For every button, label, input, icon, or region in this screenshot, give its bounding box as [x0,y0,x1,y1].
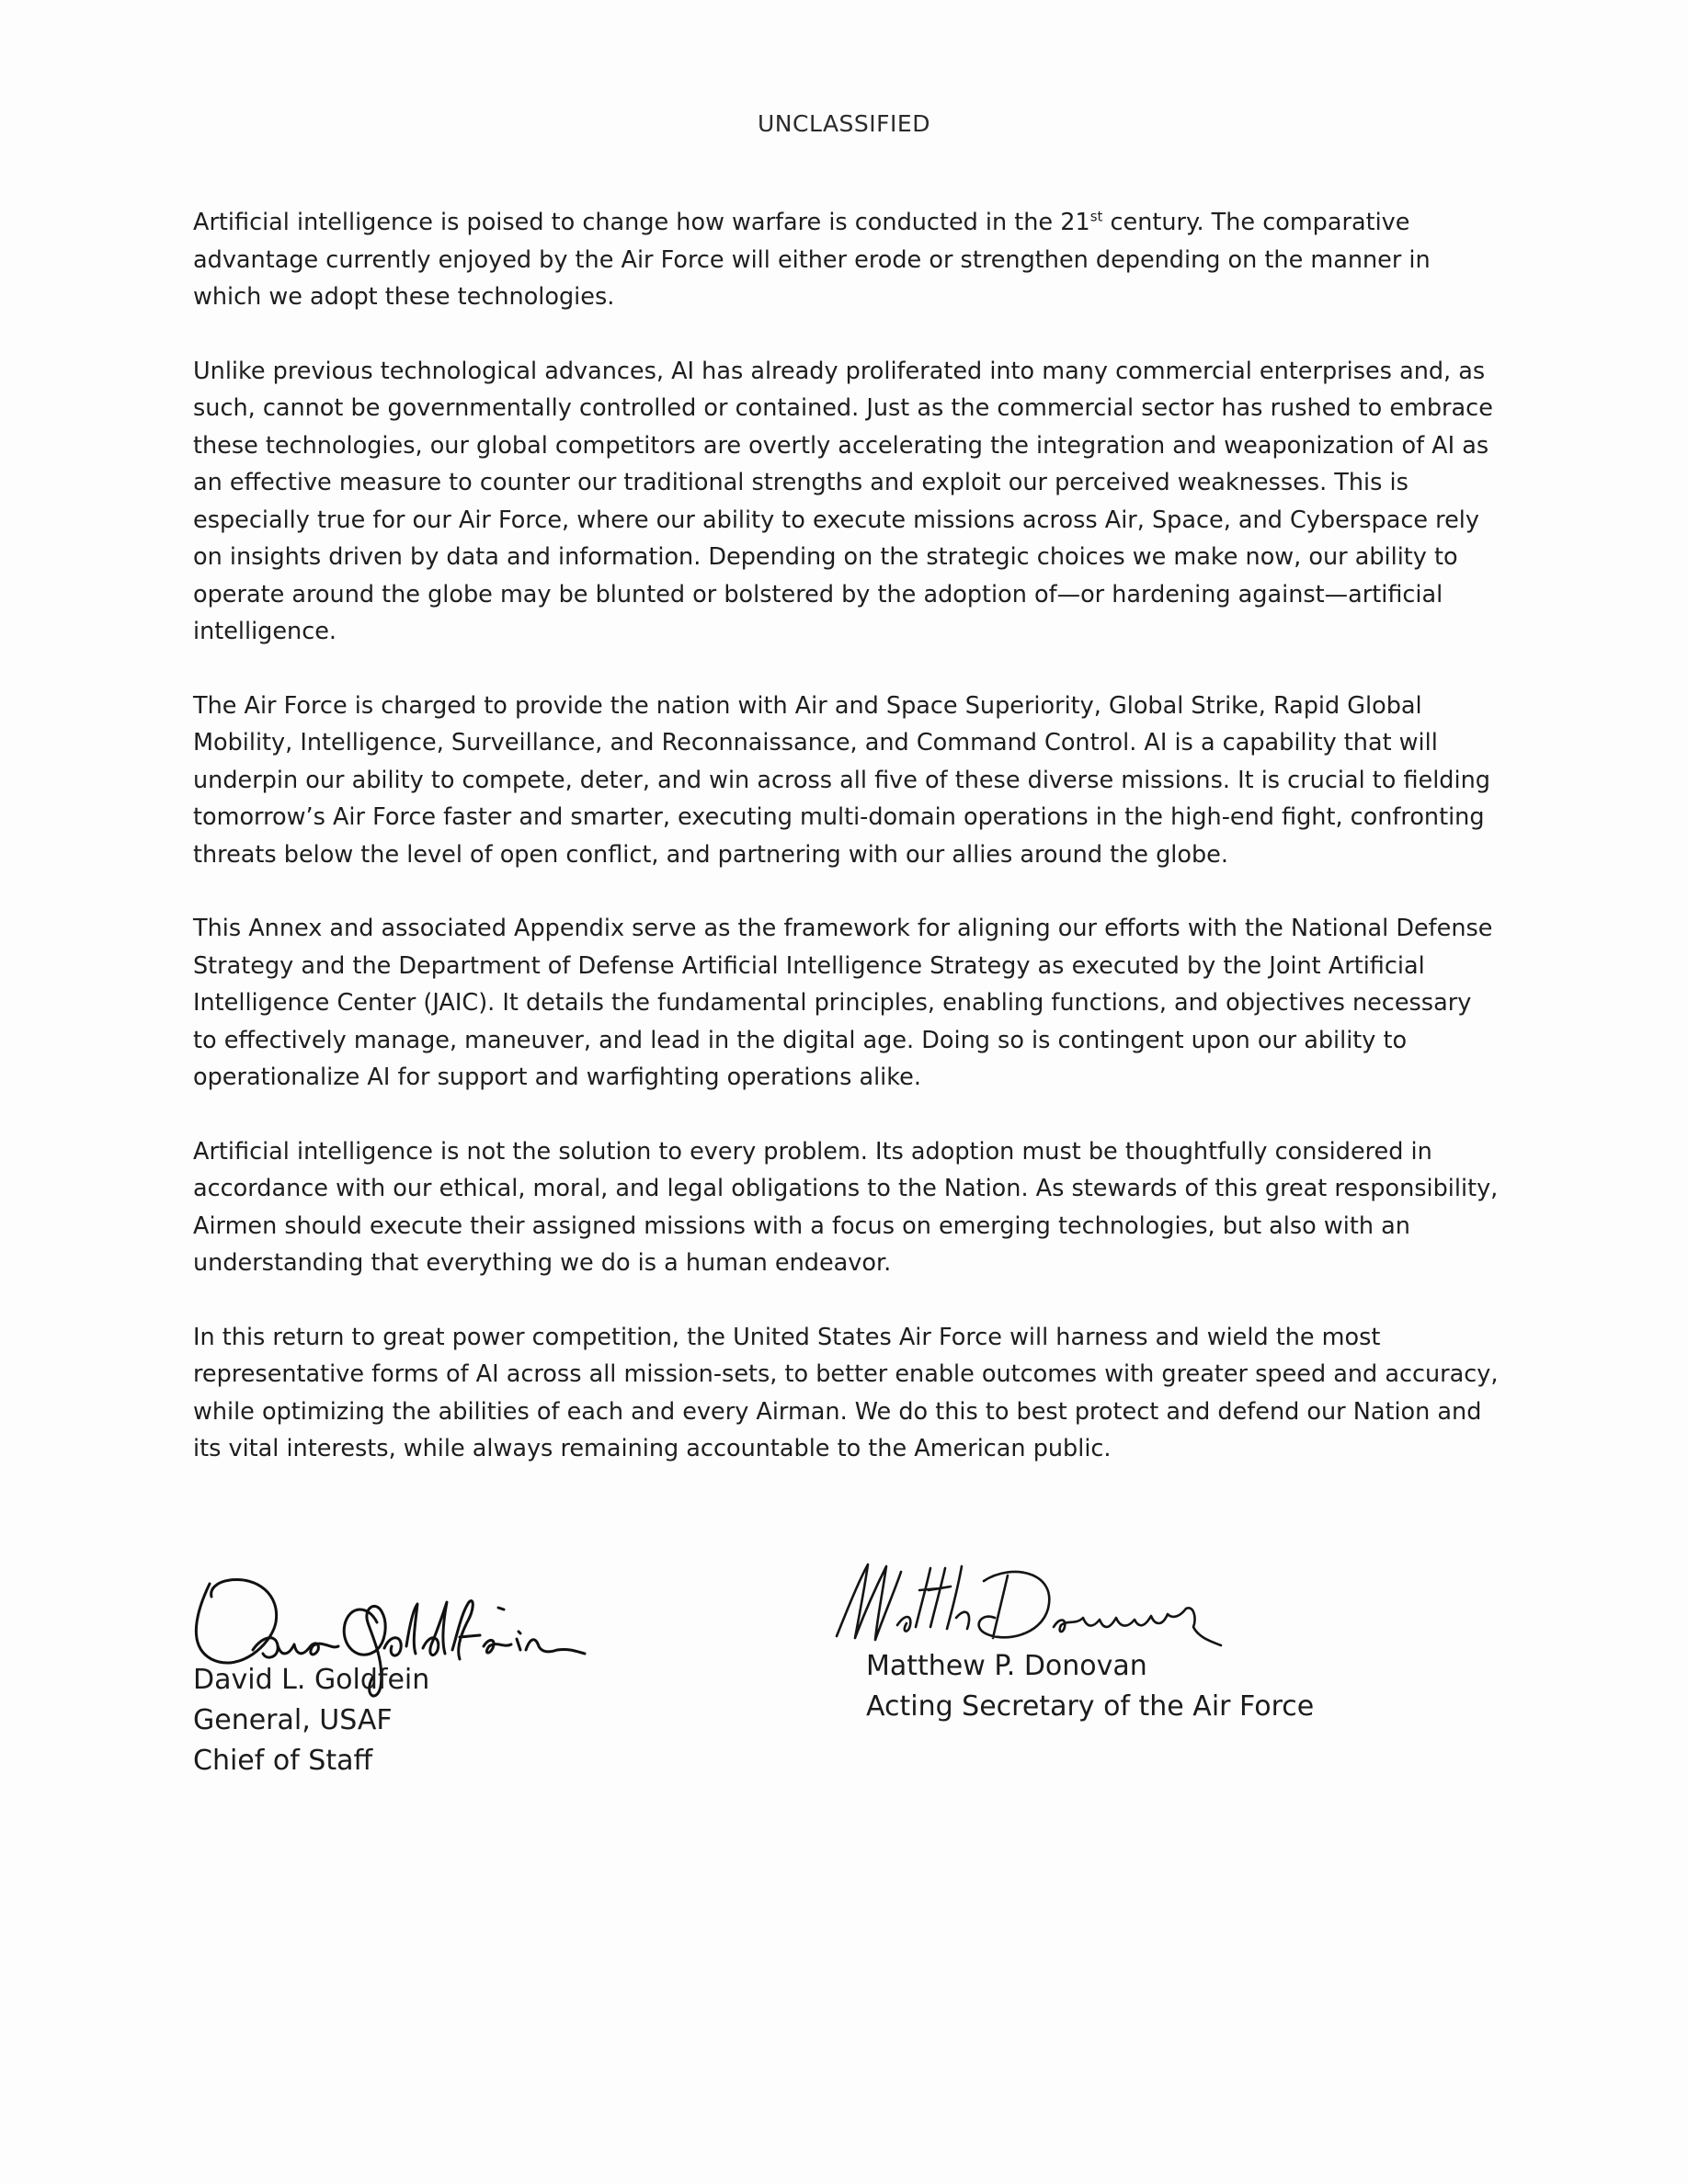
signatory-left [193,1660,429,1781]
paragraph-1 [193,204,1499,316]
paragraph-1-text-start: Artificial intelligence is poised to change how warfare is conducted in the 21 [193,209,1090,236]
signatory-right [866,1646,1314,1727]
signatory-rank: General, USAF [193,1704,393,1736]
signatory-name: David L. Goldfein [193,1664,430,1696]
paragraph-1-text-end: century. The comparative advantage currently enjoyed by the Air Force will either erode or strengthen depending on the manner in which we adopt these technologies. [193,209,1431,311]
ordinal-suffix: st [1089,208,1103,225]
signature-block-left [193,1558,708,1797]
paragraph-3: The Air Force is charged to provide the nation with Air and Space Superiority, Global Strike, Rapid Global Mobility, Intelligence, Surveillance, and Reconnaissance, and Command Control. AI is a capability that will underpin our ability to compete, deter, and win across all five of these diverse missions. It is crucial to fielding tomorrow’s Air Force faster and smarter, executing multi-domain operations in the high-end fight, confronting threats below the level of open conflict, and partnering with our allies around the globe. [193,691,1490,869]
paragraph-2: Unlike previous technological advances, AI has already proliferated into many commercial enterprises and, as such, cannot be governmentally controlled or contained. Just as the commercial sector has rushed to embrace these technologies, our global competitors are overtly accelerating the integration and weaponization of AI as an effective measure to counter our traditional strengths and exploit our perceived weaknesses. This is especially true for our Air Force, where our ability to execute missions across Air, Space, and Cyberspace rely on insights driven by data and information. Depending on the strategic choices we make now, our ability to operate around the globe may be blunted or bolstered by the adoption of—or hardening against—artificial intelligence. [193,357,1493,645]
paragraph-4: This Annex and associated Appendix serve as the framework for aligning our efforts with the National Defense Strategy and the Department of Defense Artificial Intelligence Strategy as executed by the Joint Artificial Intelligence Center (JAIC). It details the fundamental principles, enabling functions, and objectives necessary to effectively manage, maneuver, and lead in the digital age. Doing so is contingent upon our ability to operationalize AI for support and warfighting operations alike. [193,915,1493,1091]
classification-marking: UNCLASSIFIED [758,110,930,137]
signatory-title: Chief of Staff [193,1745,373,1777]
paragraph-6: In this return to great power competition, the United States Air Force will harness and wield the most representative forms of AI across all mission-sets, to better enable outcomes with greater speed and accuracy, while optimizing the abilities of each and every Airman. We do this to best protect and defend our Nation and its vital interests, while always remaining accountable to the American public. [193,1323,1499,1462]
letter-body [193,204,1499,1505]
signatory-name: Matthew P. Donovan [866,1650,1147,1682]
signature-block-right [827,1553,1397,1737]
paragraph-5: Artificial intelligence is not the solution to every problem. Its adoption must be thoughtfully considered in accordance with our ethical, moral, and legal obligations to the Nation. As stewards of this great responsibility, Airmen should execute their assigned missions with a focus on emerging technologies, but also with an understanding that everything we do is a human endeavor. [193,1137,1499,1277]
handwritten-signature-donovan [827,1553,1342,1655]
signatory-title: Acting Secretary of the Air Force [866,1690,1315,1723]
